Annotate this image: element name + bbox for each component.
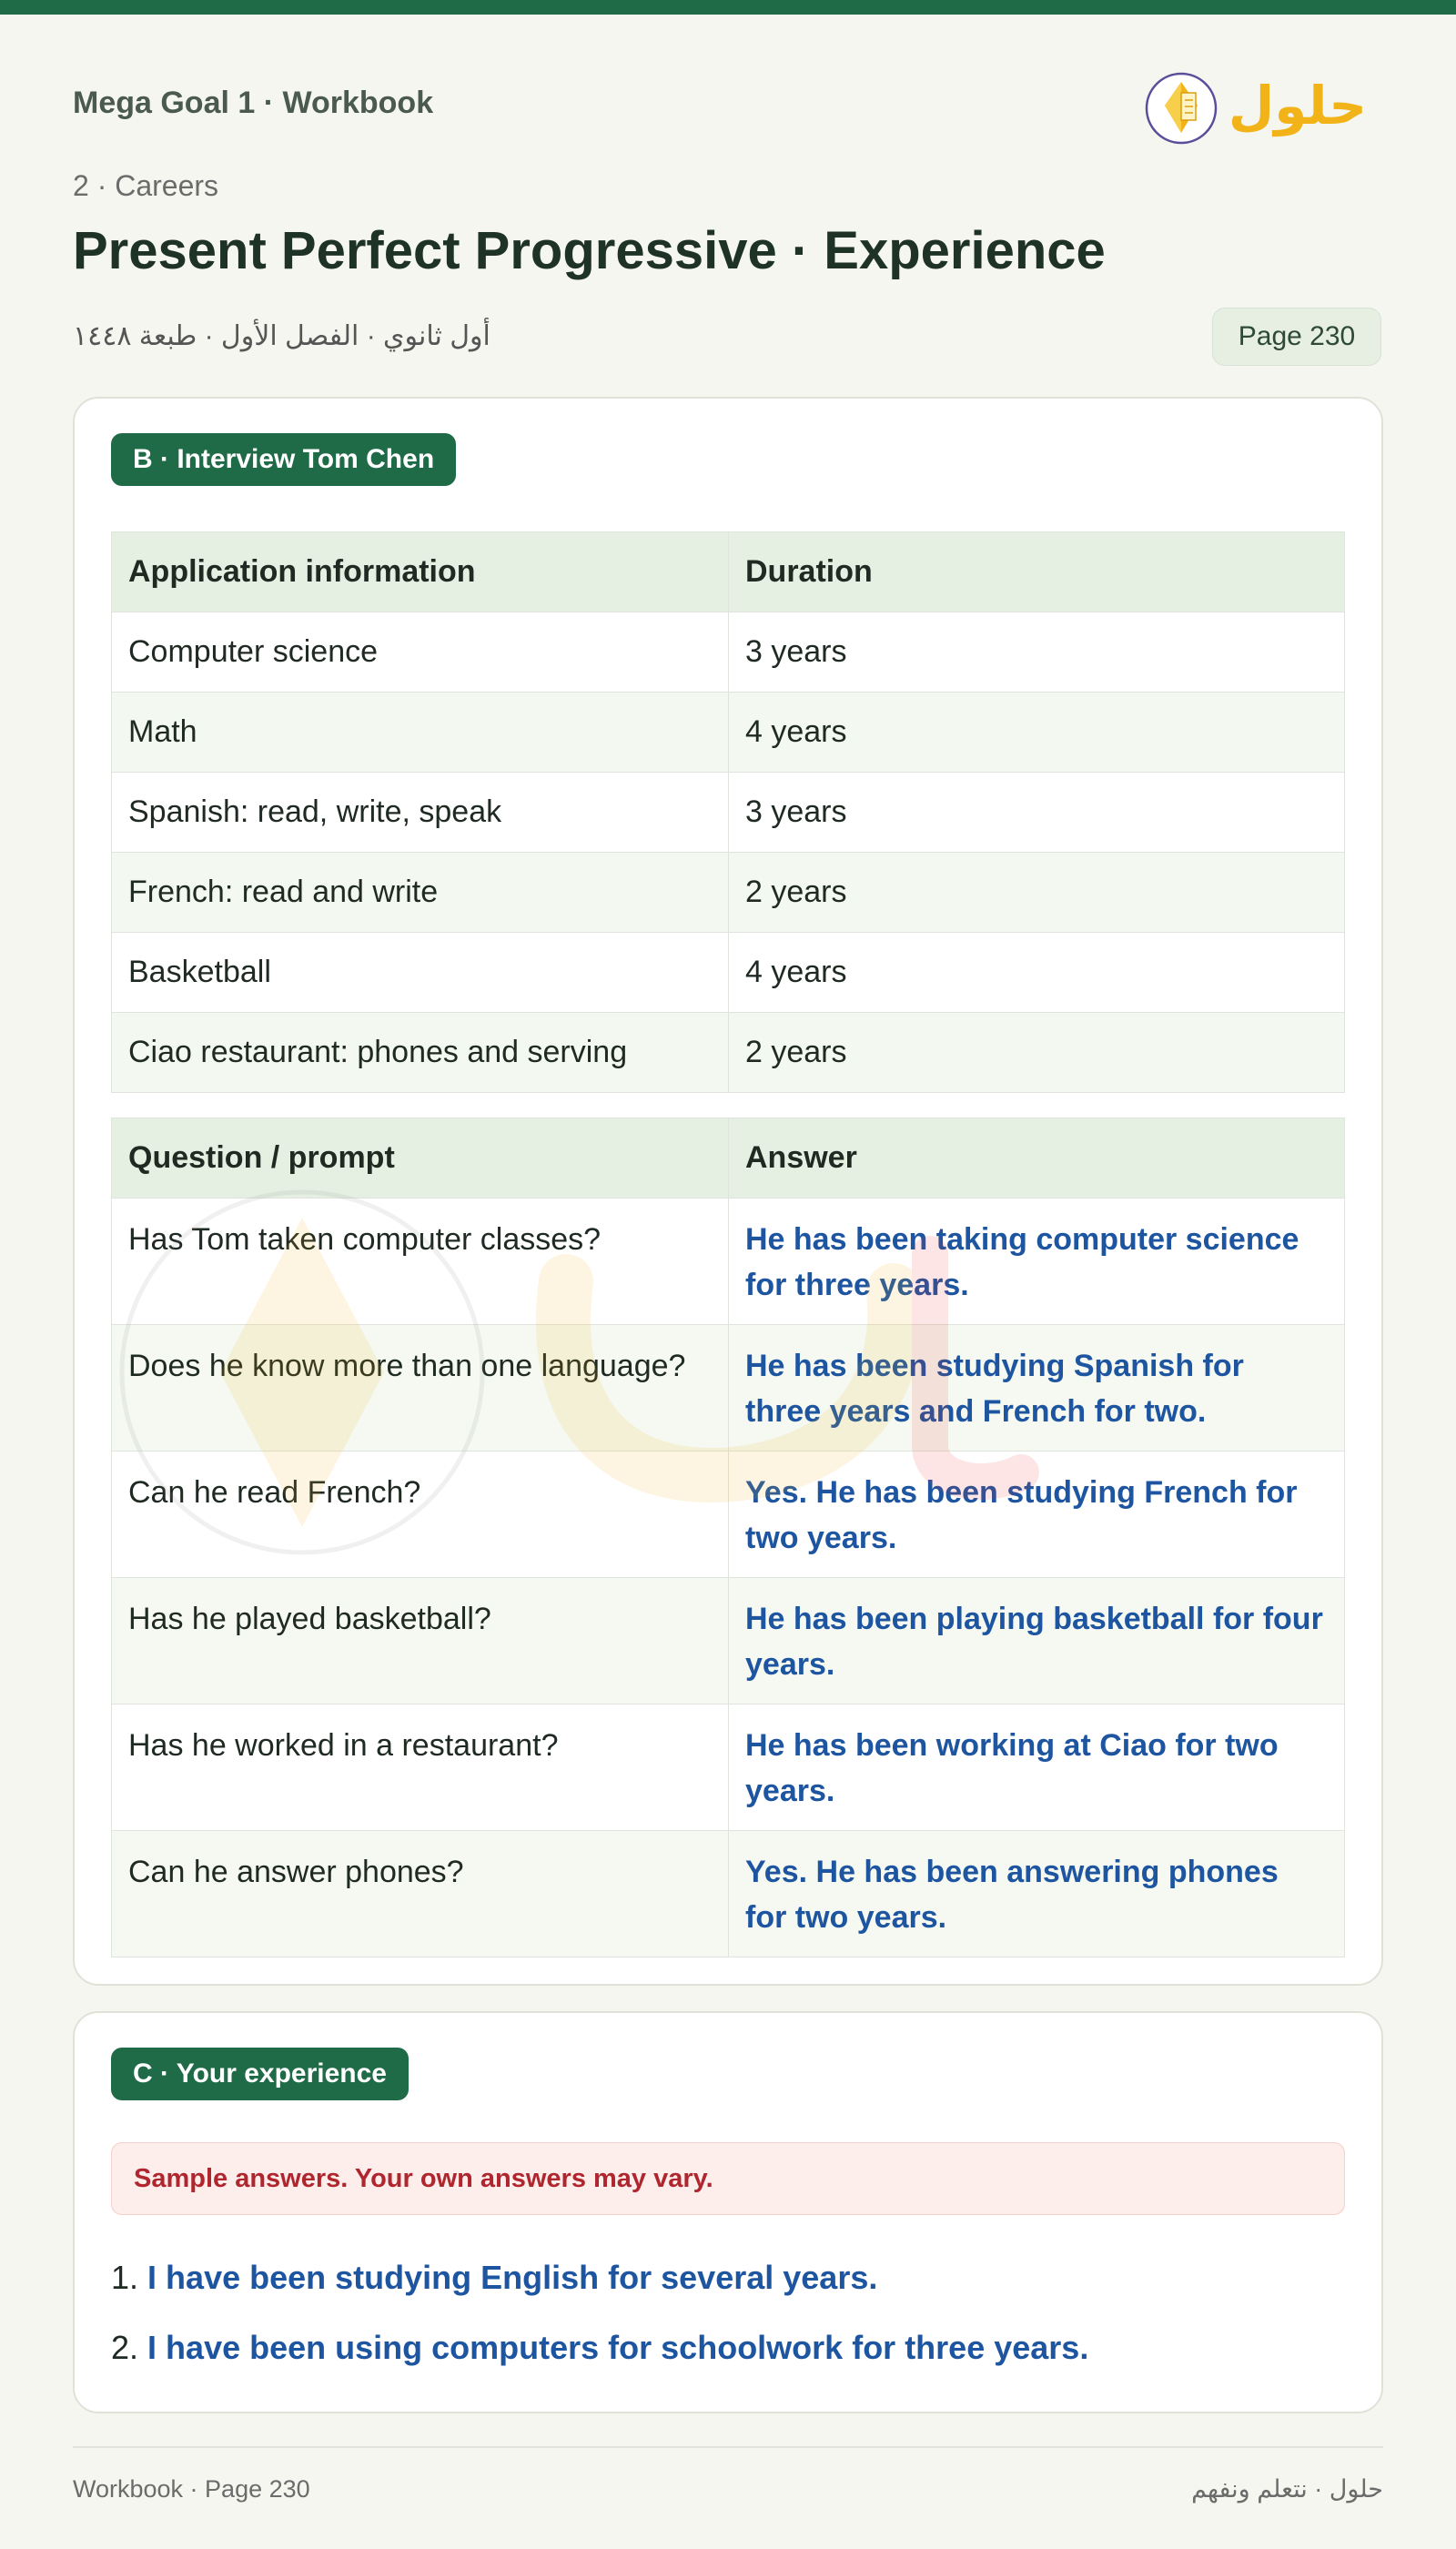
column-header: Answer [729, 1118, 1345, 1199]
table-row [112, 1704, 1345, 1831]
column-header: Duration [729, 532, 1345, 612]
table-cell: 2 years [729, 1013, 1345, 1093]
application-info-table [111, 531, 1345, 1093]
footer-page-label: Workbook · Page 230 [73, 2475, 310, 2503]
grade-info: أول ثانوي · الفصل الأول · طبعة ١٤٤٨ [73, 321, 490, 351]
answer-text: I have been studying English for several years. [147, 2259, 878, 2296]
question-cell: Has he played basketball? [112, 1578, 729, 1704]
unit-label: 2 · Careers [73, 169, 219, 202]
section-b-card [73, 397, 1383, 1986]
question-cell: Has Tom taken computer classes? [112, 1199, 729, 1325]
answer-cell: He has been playing basketball for four years. [729, 1578, 1345, 1704]
section-c-badge: C · Your experience [111, 2048, 409, 2100]
hulul-logo [1145, 60, 1372, 151]
footer-divider [73, 2446, 1383, 2448]
table-row [112, 1452, 1345, 1578]
table-row [112, 1013, 1345, 1093]
book-title: Mega Goal 1 · Workbook [73, 86, 434, 120]
table-row [112, 853, 1345, 933]
qa-table [111, 1118, 1345, 1957]
answer-cell: He has been taking computer science for three years. [729, 1199, 1345, 1325]
table-cell: French: read and write [112, 853, 729, 933]
table-row [112, 1325, 1345, 1452]
top-accent-bar [0, 0, 1456, 15]
answer-list [111, 2242, 1088, 2382]
question-cell: Does he know more than one language? [112, 1325, 729, 1452]
table-cell: 4 years [729, 693, 1345, 773]
list-item [111, 2312, 1088, 2382]
answer-cell: He has been studying Spanish for three years and French for two. [729, 1325, 1345, 1452]
table-row [112, 1199, 1345, 1325]
answer-number: 2. [111, 2329, 139, 2366]
page-title: Present Perfect Progressive · Experience [73, 221, 1106, 280]
answer-cell: Yes. He has been answering phones for two years. [729, 1831, 1345, 1957]
table-row [112, 693, 1345, 773]
table-header-row [112, 1118, 1345, 1199]
logo-text: حلول [1228, 75, 1368, 137]
list-item [111, 2242, 1088, 2312]
column-header: Application information [112, 532, 729, 612]
footer-brand: حلول · نتعلم ونفهم [1191, 2475, 1383, 2503]
section-b-badge: B · Interview Tom Chen [111, 433, 456, 486]
answer-cell: He has been working at Ciao for two years. [729, 1704, 1345, 1831]
answer-cell: Yes. He has been studying French for two years. [729, 1452, 1345, 1578]
table-cell: 3 years [729, 773, 1345, 853]
table-row [112, 612, 1345, 693]
table-cell: Math [112, 693, 729, 773]
question-cell: Can he read French? [112, 1452, 729, 1578]
table-row [112, 933, 1345, 1013]
table-cell: Spanish: read, write, speak [112, 773, 729, 853]
table-row [112, 1578, 1345, 1704]
answer-number: 1. [111, 2259, 139, 2296]
table-header-row [112, 532, 1345, 612]
column-header: Question / prompt [112, 1118, 729, 1199]
table-cell: 4 years [729, 933, 1345, 1013]
section-c-card [73, 2011, 1383, 2413]
table-cell: Basketball [112, 933, 729, 1013]
table-cell: Computer science [112, 612, 729, 693]
question-cell: Has he worked in a restaurant? [112, 1704, 729, 1831]
table-cell: 2 years [729, 853, 1345, 933]
table-row [112, 1831, 1345, 1957]
table-cell: 3 years [729, 612, 1345, 693]
page-number-badge: Page 230 [1212, 308, 1381, 366]
question-cell: Can he answer phones? [112, 1831, 729, 1957]
table-row [112, 773, 1345, 853]
answer-text: I have been using computers for schoolwork for three years. [147, 2329, 1089, 2366]
table-cell: Ciao restaurant: phones and serving [112, 1013, 729, 1093]
sample-answers-note: Sample answers. Your own answers may vary. [111, 2142, 1345, 2215]
